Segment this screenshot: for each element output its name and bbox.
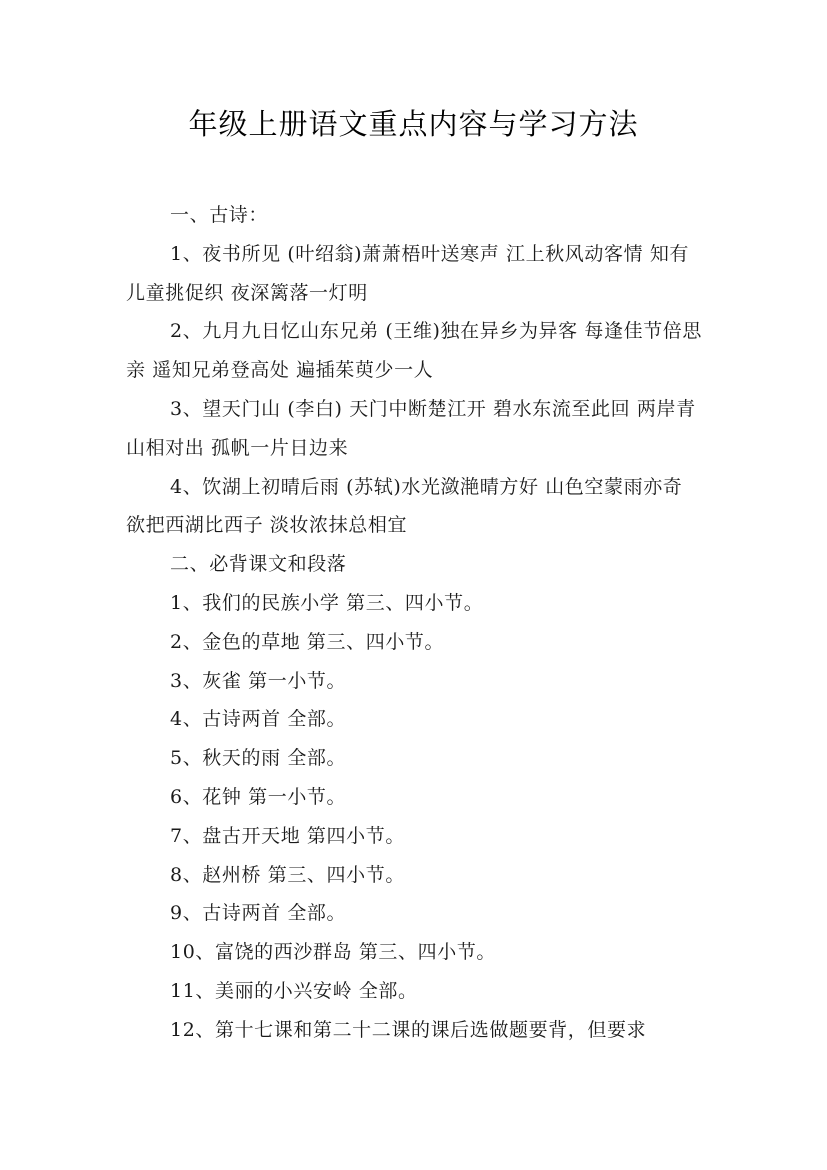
- recitation-item: 3、灰雀 第一小节。: [170, 669, 347, 692]
- document-title: 年级上册语文重点内容与学习方法: [188, 107, 639, 141]
- recitation-item: 2、金色的草地 第三、四小节。: [170, 630, 445, 653]
- recitation-item: 1、我们的民族小学 第三、四小节。: [170, 591, 484, 614]
- poem-item: 1、夜书所见 (叶绍翁)萧萧梧叶送寒声 江上秋风动客情 知有儿童挑促织 夜深篱落一灯明: [126, 242, 690, 304]
- recitation-item: 5、秋天的雨 全部。: [170, 747, 347, 770]
- recitation-item: 6、花钟 第一小节。: [170, 785, 347, 808]
- recitation-item: 7、盘古开天地 第四小节。: [170, 824, 405, 847]
- poem-item: 3、望天门山 (李白) 天门中断楚江开 碧水东流至此回 两岸青山相对出 孤帆一片日边来: [126, 397, 696, 459]
- recitation-item: 10、富饶的西沙群岛 第三、四小节。: [170, 941, 497, 964]
- poem-item: 4、饮湖上初晴后雨 (苏轼)水光潋滟晴方好 山色空蒙雨亦奇 欲把西湖比西子 淡妆浓抹总相宜: [126, 475, 683, 537]
- recitation-item: 12、第十七课和第二十二课的课后选做题要背，但要求: [170, 1018, 647, 1041]
- poem-item: 2、九月九日忆山东兄弟 (王维)独在异乡为异客 每逢佳节倍思亲 遥知兄弟登高处 遍插茱萸少一人: [126, 320, 702, 382]
- recitation-item: 9、古诗两首 全部。: [170, 902, 347, 925]
- recitation-item: 4、古诗两首 全部。: [170, 708, 347, 731]
- document-body: [126, 196, 706, 1050]
- section-heading-poems: 一、古诗：: [170, 204, 269, 226]
- recitation-item: 11、美丽的小兴安岭 全部。: [170, 979, 418, 1002]
- recitation-item: 8、赵州桥 第三、四小节。: [170, 863, 405, 886]
- section-heading-recitation: 二、必背课文和段落: [170, 553, 347, 576]
